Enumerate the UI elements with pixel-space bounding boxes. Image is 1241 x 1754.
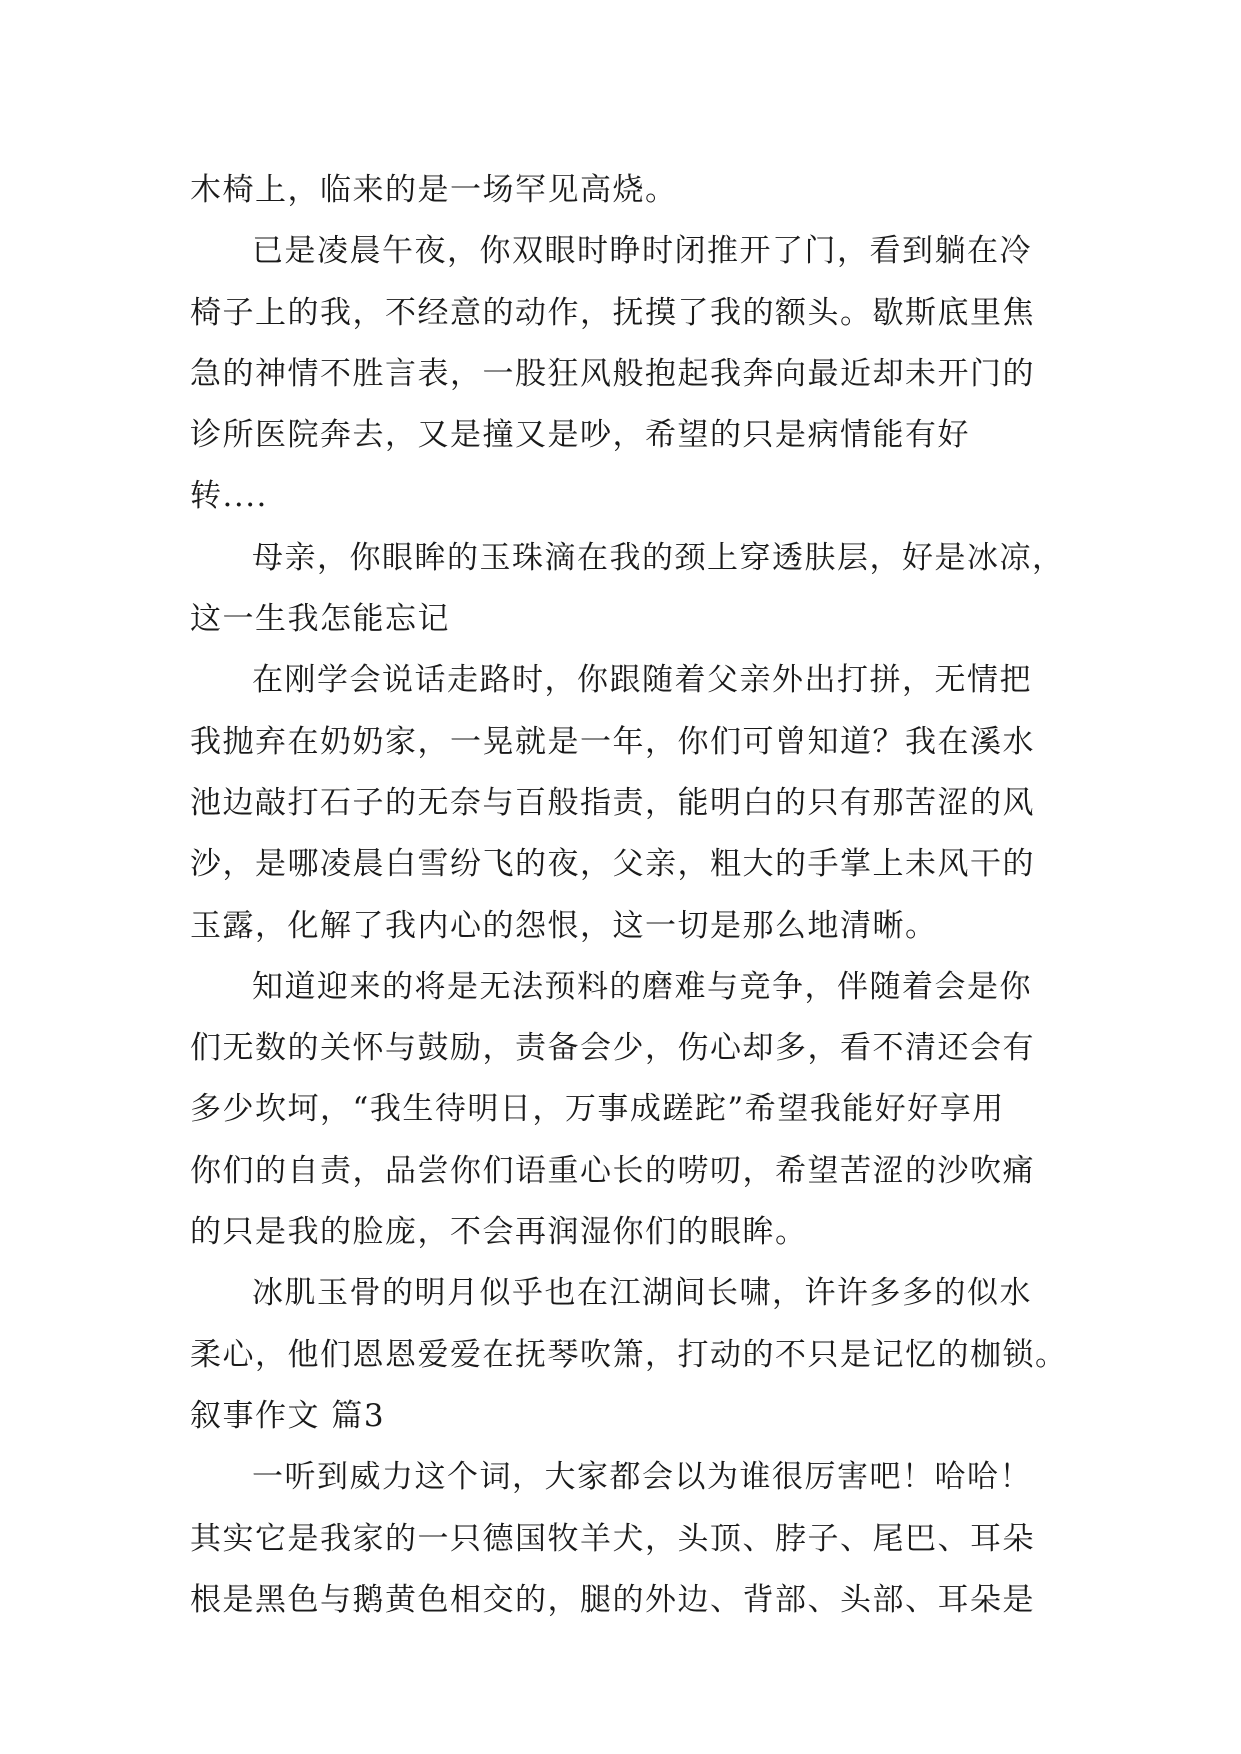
text-line: 椅子上的我，不经意的动作，抚摸了我的额头。歇斯底里焦 bbox=[190, 294, 1035, 331]
section-heading: 叙事作文 篇3 bbox=[190, 1397, 386, 1434]
text-line: 这一生我怎能忘记 bbox=[190, 601, 450, 638]
text-line: 的只是我的脸庞，不会再润湿你们的眼眸。 bbox=[190, 1214, 808, 1251]
text-line: 转.... bbox=[190, 478, 268, 515]
text-line: 知道迎来的将是无法预料的磨难与竞争，伴随着会是你 bbox=[252, 968, 1032, 1005]
text-line: 一听到威力这个词，大家都会以为谁很厉害吧！哈哈！ bbox=[252, 1459, 1032, 1496]
text-line: 根是黑色与鹅黄色相交的，腿的外边、背部、头部、耳朵是 bbox=[190, 1581, 1035, 1618]
text-line: 你们的自责，品尝你们语重心长的唠叨，希望苦涩的沙吹痛 bbox=[190, 1152, 1035, 1189]
text-line: 急的神情不胜言表，一股狂风般抱起我奔向最近却未开门的 bbox=[190, 355, 1035, 392]
text-line: 多少坎坷，“我生待明日，万事成蹉跎”希望我能好好享用 bbox=[190, 1091, 1005, 1128]
document-body bbox=[190, 160, 1070, 1631]
text-line: 我抛弃在奶奶家，一晃就是一年，你们可曾知道？我在溪水 bbox=[190, 723, 1035, 760]
text-line: 沙，是哪凌晨白雪纷飞的夜，父亲，粗大的手掌上未风干的 bbox=[190, 846, 1035, 883]
text-line: 玉露，化解了我内心的怨恨，这一切是那么地清晰。 bbox=[190, 907, 938, 944]
text-line: 木椅上，临来的是一场罕见高烧。 bbox=[190, 172, 678, 208]
text-line: 们无数的关怀与鼓励，责备会少，伤心却多，看不清还会有 bbox=[190, 1030, 1035, 1067]
text-line: 已是凌晨午夜，你双眼时睁时闭推开了门，看到躺在冷 bbox=[252, 233, 1032, 270]
text-line: 在刚学会说话走路时，你跟随着父亲外出打拼，无情把 bbox=[252, 662, 1032, 699]
text-line: 诊所医院奔去，又是撞又是吵，希望的只是病情能有好 bbox=[190, 417, 970, 454]
text-line: 冰肌玉骨的明月似乎也在江湖间长啸，许许多多的似水 bbox=[252, 1275, 1032, 1312]
text-line: 其实它是我家的一只德国牧羊犬，头顶、脖子、尾巴、耳朵 bbox=[190, 1520, 1035, 1557]
text-line: 池边敲打石子的无奈与百般指责，能明白的只有那苦涩的风 bbox=[190, 784, 1035, 821]
text-line: 母亲，你眼眸的玉珠滴在我的颈上穿透肤层，好是冰凉， bbox=[252, 539, 1065, 576]
text-line: 柔心，他们恩恩爱爱在抚琴吹箫，打动的不只是记忆的枷锁。 bbox=[190, 1336, 1068, 1373]
